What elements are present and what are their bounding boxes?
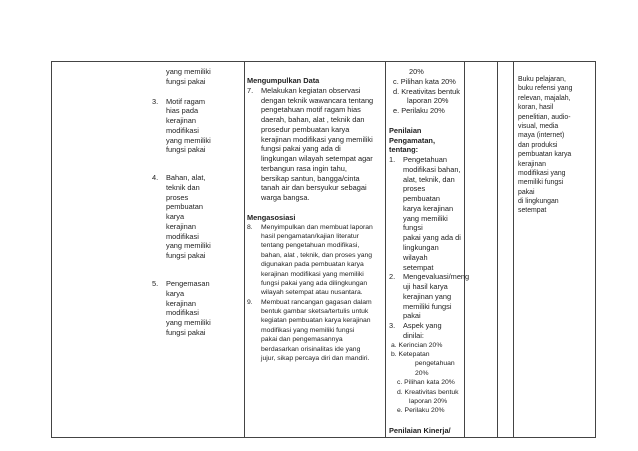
kegiatan-item-9 bbox=[247, 298, 382, 364]
kegiatan-item-8 bbox=[247, 223, 382, 298]
text-line: c. Pilihan kata 20% bbox=[393, 76, 456, 86]
text-line: b. Ketepatan bbox=[391, 351, 430, 359]
text-line: terbangun rasa ingin tahu, bbox=[261, 163, 347, 173]
text-line: Membuat rancangan gagasan dalam bbox=[261, 298, 372, 306]
text-line: penelitian, audio- bbox=[518, 113, 571, 121]
text-line: lingkungan wilayah bbox=[403, 243, 439, 262]
text-line: koran, hasil bbox=[518, 104, 554, 112]
heading-tentang: tentang: bbox=[389, 145, 419, 155]
text-line: c. Pilihan kata 20% bbox=[397, 379, 455, 387]
item-number: 4. bbox=[152, 173, 159, 183]
text-line: maya (internet) bbox=[518, 132, 565, 140]
text-line: laporan 20% bbox=[409, 397, 448, 405]
heading-mengumpulkan-data: Mengumpulkan Data bbox=[247, 76, 320, 85]
item-number: 5. bbox=[152, 279, 159, 289]
text-line: karya bbox=[166, 288, 185, 298]
text-line: Mengevaluasi/meng bbox=[403, 272, 470, 282]
item-number: 9. bbox=[247, 298, 253, 306]
text-line: kerajinan bbox=[518, 160, 546, 168]
text-line: e. Perilaku 20% bbox=[393, 106, 445, 116]
text-line: pakai bbox=[518, 188, 535, 196]
text-line: memiliki fungsi pakai bbox=[403, 301, 452, 321]
text-line: pembuatan karya bbox=[518, 151, 572, 159]
text-line: fungsi pakai yang ada dilingkungan bbox=[261, 279, 368, 287]
text-line: modifikasi bbox=[166, 308, 199, 318]
text-line: Motif ragam bbox=[166, 96, 206, 106]
text-line: memiliki fungsi bbox=[518, 179, 564, 187]
text-line: bentuk gambar sketsa/tertulis untuk bbox=[261, 308, 369, 316]
text-line: bersikap santun, bangga/cinta bbox=[261, 173, 360, 183]
aspect-list bbox=[389, 341, 461, 416]
text-line: modifikasi bahan, bbox=[403, 164, 461, 174]
text-line: berdasarkan orisinalitas ide yang bbox=[261, 345, 361, 353]
text-line: Buku pelajaran, bbox=[518, 76, 566, 83]
text-line: Melakukan kegiatan observasi bbox=[261, 85, 361, 95]
text-line: relevan, majalah, bbox=[518, 94, 571, 102]
text-line: Bahan, alat, bbox=[166, 173, 206, 183]
text-line: yang memiliki bbox=[166, 241, 211, 251]
text-line: setempat bbox=[518, 207, 547, 215]
text-line: Aspek yang dinilai: bbox=[403, 321, 442, 340]
materi-item-4 bbox=[152, 173, 242, 261]
text-line: prosedur pembuatan karya bbox=[261, 124, 350, 134]
heading-mengasosiasi: Mengasosiasi bbox=[247, 212, 296, 222]
text-line: laporan 20% bbox=[407, 96, 449, 106]
text-line: pengetahuan 20% bbox=[415, 360, 455, 377]
text-line: hias pada bbox=[166, 106, 199, 116]
penilaian-item-2 bbox=[389, 272, 470, 321]
text-line: fungsi pakai bbox=[166, 251, 206, 261]
materi-cell bbox=[52, 62, 245, 438]
text-line: proses bbox=[166, 192, 189, 202]
text-line: a. Kerincian 20% bbox=[391, 341, 443, 349]
text-line: proses pembuatan bbox=[403, 184, 440, 204]
text-line: fungsi pakai bbox=[166, 327, 206, 337]
text-line: 20% bbox=[409, 67, 424, 76]
text-line: fungsi pakai yang ada di bbox=[261, 144, 341, 154]
text-line: alat, teknik, dan bbox=[403, 174, 455, 184]
text-line: hasil pengamatan/kajian literatur bbox=[261, 233, 359, 241]
materi-item-3 bbox=[152, 97, 242, 156]
text-line: wilayah setempat atau nusantara. bbox=[261, 289, 363, 297]
item-number: 3. bbox=[389, 321, 396, 331]
text-line: yang memiliki bbox=[166, 318, 211, 328]
text-line: lingkungan wilayah setempat agar bbox=[261, 154, 373, 164]
text-line: bahan, alat , teknik, dan proses yang bbox=[261, 251, 373, 259]
empty-cell bbox=[498, 62, 514, 438]
text-line: modifikasi yang bbox=[518, 169, 566, 177]
text-line: yang memiliki fungsi bbox=[403, 213, 448, 233]
text-line: modifikasi yang memiliki fungsi bbox=[261, 326, 355, 334]
text-line: modifikasi bbox=[166, 231, 199, 241]
text-line: warga bangsa. bbox=[261, 193, 310, 203]
text-line: e. Perilaku 20% bbox=[397, 407, 445, 415]
text-line: kerajinan modifikasi yang memiliki bbox=[261, 270, 364, 278]
alokasi-cell bbox=[465, 62, 498, 438]
text-line: d. Kreativitas bentuk bbox=[393, 86, 460, 96]
kegiatan-item-7 bbox=[247, 86, 382, 203]
text-line: kerajinan bbox=[166, 298, 196, 308]
sumber-cell bbox=[514, 62, 596, 438]
text-line: pengetahuan motif ragam hias bbox=[261, 105, 361, 115]
materi-lead bbox=[166, 67, 242, 87]
text-line: kegiatan pembuatan karya kerajinan bbox=[261, 317, 371, 325]
text-line: kerajinan modifikasi yang memiliki bbox=[261, 134, 373, 144]
text-line: karya bbox=[166, 212, 185, 222]
penilaian-cell bbox=[386, 62, 470, 438]
text-line: dengan teknik wawancara tentang bbox=[261, 95, 374, 105]
text-line: di lingkungan bbox=[518, 198, 559, 206]
penilaian-item-3 bbox=[389, 321, 461, 341]
heading-penilaian-pengamatan: Penilaian Pengamatan, bbox=[389, 125, 436, 145]
text-line: jujur, sikap percaya diri dan mandiri. bbox=[261, 354, 370, 362]
text-line: pembuatan bbox=[166, 202, 203, 212]
text-line: kerajinan bbox=[166, 116, 196, 126]
item-number: 2. bbox=[389, 272, 396, 282]
item-number: 3. bbox=[152, 96, 159, 106]
item-number: 8. bbox=[247, 223, 253, 231]
penilaian-item-1 bbox=[389, 155, 461, 272]
item-number: 1. bbox=[389, 155, 396, 165]
heading-penilaian-kinerja: Penilaian Kinerja/ bbox=[389, 425, 451, 435]
text-line: Pengetahuan bbox=[403, 155, 447, 165]
table-row bbox=[52, 62, 596, 438]
text-line: d. Kreativitas bentuk bbox=[397, 388, 459, 396]
text-line: Pengemasan bbox=[166, 279, 210, 289]
text-line: fungsi pakai bbox=[166, 76, 206, 86]
text-line: karya kerajinan bbox=[403, 203, 454, 213]
text-line: yang memiliki bbox=[166, 135, 211, 145]
materi-item-5 bbox=[152, 279, 242, 338]
text-line: pakai yang ada di bbox=[403, 233, 461, 243]
text-line: teknik dan bbox=[166, 182, 200, 192]
kegiatan-cell bbox=[245, 62, 386, 438]
text-line: pakai dan pengemasannya bbox=[261, 336, 343, 344]
text-line: kerajinan bbox=[166, 221, 196, 231]
text-line: fungsi pakai bbox=[166, 145, 206, 155]
text-line: tentang pengetahuan modifikasi, bbox=[261, 242, 360, 250]
text-line: digunakan pada pembuatan karya bbox=[261, 261, 364, 269]
text-line: visual, media bbox=[518, 122, 559, 130]
lesson-plan-table bbox=[51, 61, 596, 438]
text-line: Menyimpulkan dan membuat laporan bbox=[261, 223, 373, 231]
item-number: 7. bbox=[247, 85, 254, 95]
text-line: buku refensi yang bbox=[518, 85, 573, 93]
text-line: uji hasil karya bbox=[403, 282, 448, 292]
text-line: tanah air dan bersyukur sebagai bbox=[261, 183, 367, 193]
text-line: modifikasi bbox=[166, 125, 199, 135]
text-line: yang memiliki bbox=[166, 67, 211, 76]
text-line: kerajinan yang bbox=[403, 291, 452, 301]
text-line: setempat bbox=[403, 262, 434, 272]
text-line: dan produksi bbox=[518, 141, 558, 149]
text-line: daerah, bahan, alat , teknik dan bbox=[261, 115, 365, 125]
